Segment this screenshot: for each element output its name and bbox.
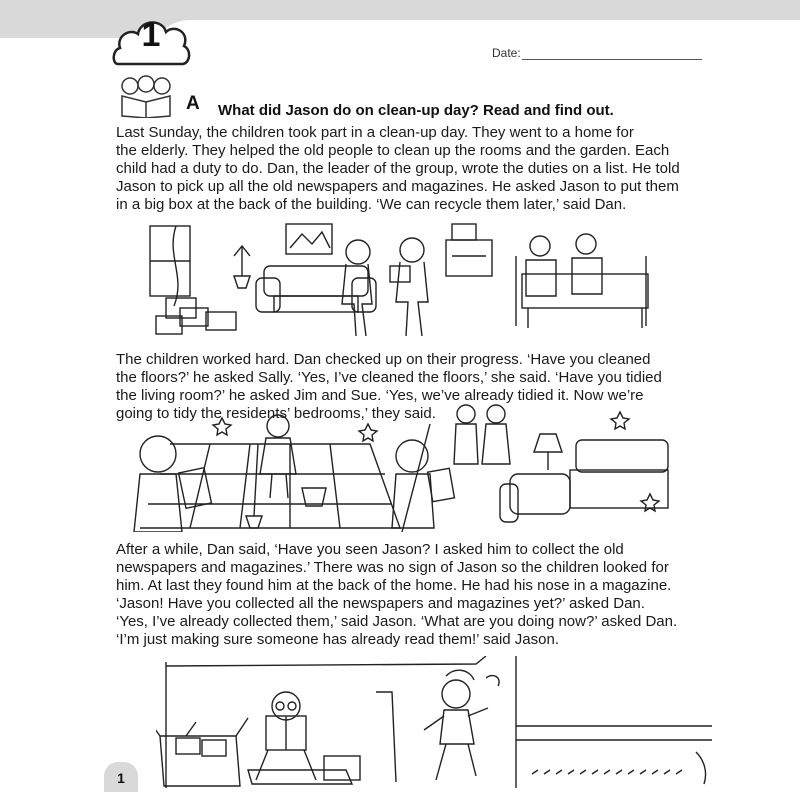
date-label: Date: (492, 46, 521, 60)
date-field[interactable] (492, 46, 712, 66)
text-line: ‘Jason! Have you collected all the newspapers and magazines yet?’ asked Dan. (116, 595, 645, 612)
text-line: The children worked hard. Dan checked up on their progress. ‘Have you cleaned (116, 351, 651, 368)
text-line: the floors?’ he asked Sally. ‘Yes, I’ve cleaned the floors,’ she said. ‘Have you tidied (116, 369, 662, 386)
cleaning-and-tidying-scene-illustration (130, 404, 670, 532)
reading-kids-icon (116, 74, 176, 118)
text-line: the living room?’ he asked Jim and Sue. ‘Yes, we’ve already tidied it. Now we’re (116, 387, 644, 404)
text-line: After a while, Dan said, ‘Have you seen Jason? I asked him to collect the old (116, 541, 624, 558)
section-title: What did Jason do on clean-up day? Read and find out. (218, 102, 614, 119)
text-line: in a big box at the back of the building. ‘We can recycle them later,’ said Dan. (116, 196, 627, 213)
text-line: child had a duty to do. Dan, the leader of the group, wrote the duties on a list. He told (116, 160, 680, 177)
text-line: him. At last they found him at the back of the home. He had his nose in a magazine. (116, 577, 672, 594)
text-line: newspapers and magazines.’ There was no sign of Jason so the children looked for (116, 559, 669, 576)
text-line: ‘I’m just making sure someone has already read them!’ said Jason. (116, 631, 559, 648)
text-line: going to tidy the residents’ bedrooms,’ they said. (116, 405, 436, 422)
section-letter: A (186, 93, 200, 114)
text-line: the elderly. They helped the old people to clean up the rooms and the garden. Each (116, 142, 670, 159)
story-paragraph-1 (116, 124, 716, 214)
text-line: ‘Yes, I’ve already collected them,’ said Jason. ‘What are you doing now?’ asked Dan. (116, 613, 678, 630)
text-line: Last Sunday, the children took part in a clean-up day. They went to a home for (116, 124, 634, 141)
jason-reading-magazine-illustration (156, 656, 716, 788)
story-paragraph-3 (116, 541, 716, 649)
page-number: 1 (117, 770, 125, 786)
date-write-line (522, 59, 702, 60)
unit-number: 1 (141, 16, 161, 54)
living-room-scene-illustration (146, 216, 656, 342)
text-line: Jason to pick up all the old newspapers and magazines. He asked Jason to put them (116, 178, 679, 195)
